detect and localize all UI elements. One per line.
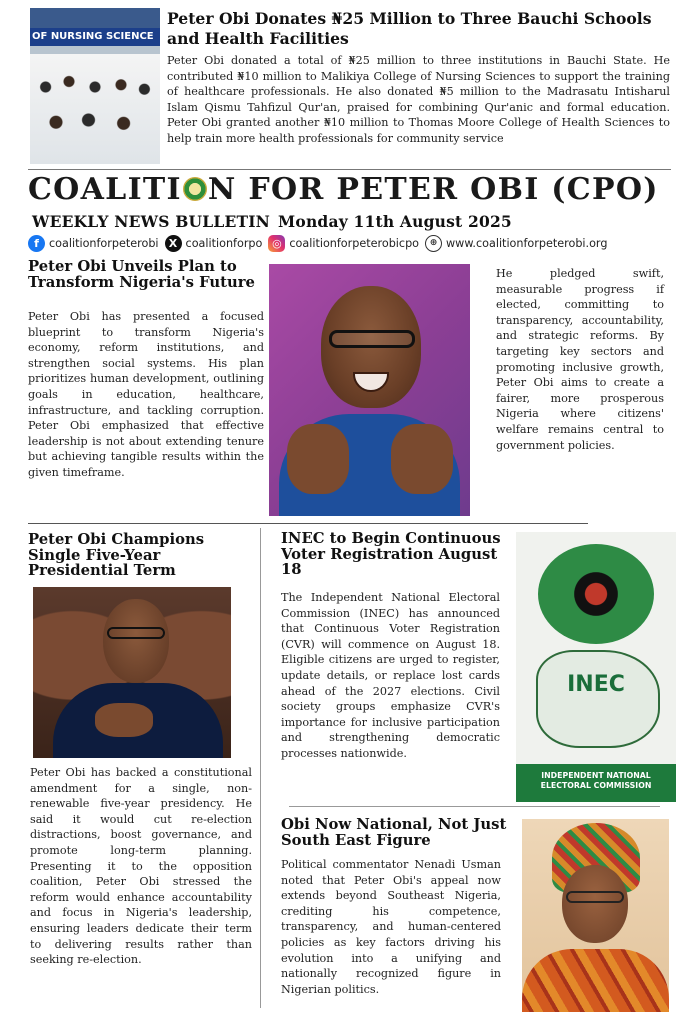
masthead-title-part2: N FOR PETER OBI (CPO) <box>207 172 659 207</box>
glasses-icon <box>566 891 624 903</box>
story2-title: Peter Obi Champions Single Five-Year Presidential Term <box>28 531 205 580</box>
instagram-icon: ◎ <box>268 235 285 252</box>
instagram-link[interactable] <box>268 235 419 252</box>
x-icon: X <box>165 235 182 252</box>
glasses-icon <box>107 627 165 639</box>
masthead-title <box>28 172 673 207</box>
facebook-link[interactable] <box>28 235 159 252</box>
peter-obi-seated-photo <box>33 587 231 758</box>
story1-title: Peter Obi Unveils Plan to Transform Nigeria's Future <box>28 258 255 292</box>
photo-face <box>103 599 169 683</box>
story1-text-left: Peter Obi has presented a focused blueprint to transform Nigeria's economy, reform institutions, and strengthen social systems. His plan prioritizes human development, outlining goals in education, healthcare, infrastructure, and tackling corruption. Peter Obi emphasized that effective leadership is not about extending tenure but achieving tangible results within the given timeframe. <box>28 310 264 479</box>
inec-logo-band: INDEPENDENT NATIONAL ELECTORAL COMMISSION <box>516 764 676 802</box>
nenadi-usman-photo <box>522 819 669 1012</box>
photo-hand <box>95 703 153 737</box>
inec-logo-text: INEC <box>567 672 625 697</box>
bulletin-date: Monday 11th August 2025 <box>278 212 512 231</box>
globe-icon: ⊕ <box>425 235 442 252</box>
instagram-handle: coalitionforpeterobicpo <box>289 236 420 250</box>
website-url: www.coalitionforpeterobi.org <box>446 236 608 250</box>
x-link[interactable] <box>165 235 263 252</box>
photo-hand-left <box>287 424 349 494</box>
coat-of-arms-icon <box>538 544 654 644</box>
column-divider <box>260 528 261 1008</box>
website-link[interactable] <box>425 235 607 252</box>
top-story-title: Peter Obi Donates ₦25 Million to Three Bauchi Schools and Health Facilities <box>167 9 652 48</box>
bulletin-line <box>32 212 512 231</box>
photo-hand-right <box>391 424 453 494</box>
story4-title: Obi Now National, Not Just South East Figure <box>281 816 507 849</box>
masthead-title-part1: COALITI <box>28 172 182 207</box>
nigeria-map-icon <box>536 650 660 748</box>
story4-text: Political commentator Nenadi Usman noted that Peter Obi's appeal now extends beyond Southeast Nigeria, crediting his competence, transparency, and human-centered policies as key factors driving his evolution into a unifying and nationally recognized figure in Nigerian politics. <box>281 858 501 996</box>
facebook-icon: f <box>28 235 45 252</box>
x-handle: coalitionforpo <box>185 236 263 250</box>
divider <box>289 806 660 807</box>
story1-text-right: He pledged swift, measurable progress if elected, committing to transparency, accountability, and strategic reforms. By targeting key sectors and promoting inclusive growth, Peter Obi aims to create a fairer, more prosperous Nigeria where citizens' welfare remains central to government policies. <box>496 267 664 452</box>
students-crowd <box>30 54 160 164</box>
story2-text: Peter Obi has backed a constitutional amendment for a single, non-renewable five-year presidency. He said it would cut re-election distractions, boost governance, and promote long-term planning. Presenting it to the opposition coalition, Peter Obi stressed the reform would enhance accountability and focus in Nigeria's leadership, ensuring leaders dedicate their term to delivering results rather than seeking re-election. <box>30 766 252 967</box>
top-story-text: Peter Obi donated a total of ₦25 million to three institutions in Bauchi State. He contributed ₦10 million to Malikiya College of Nursing Sciences to support the training of healthcare professionals. He also donated ₦5 million to the Madrasatu Intisharul Islam Qismu Tahfizul Qur'an, praised for combining Qur'anic and formal education. Peter Obi granted another ₦10 million to Thomas Moore College of Health Sciences to help train more health professionals for community service <box>167 54 670 145</box>
glasses-icon <box>329 330 415 348</box>
story3-title: INEC to Begin Continuous Voter Registration August 18 <box>281 530 501 579</box>
photo-body <box>522 949 669 1012</box>
nursing-college-photo <box>30 8 160 164</box>
coalition-emblem-icon <box>183 177 207 201</box>
bulletin-label: WEEKLY NEWS BULLETIN <box>32 212 271 231</box>
inec-logo <box>516 532 676 802</box>
photo-face <box>562 865 628 943</box>
divider <box>28 523 588 524</box>
divider <box>28 169 671 170</box>
peter-obi-speaking-photo <box>269 264 470 516</box>
story3-text: The Independent National Electoral Commission (INEC) has announced that Continuous Voter Registration (CVR) will commence on August 18. Eligible citizens are urged to register, update details, or replace lost cards ahead of the 2027 elections. Civil society groups emphasize CVR's importance for inclusive participation and strengthening democratic processes nationwide. <box>281 591 500 760</box>
social-links <box>28 233 673 253</box>
photo-banner: OF NURSING SCIENCE <box>30 28 160 46</box>
facebook-handle: coalitionforpeterobi <box>49 236 159 250</box>
